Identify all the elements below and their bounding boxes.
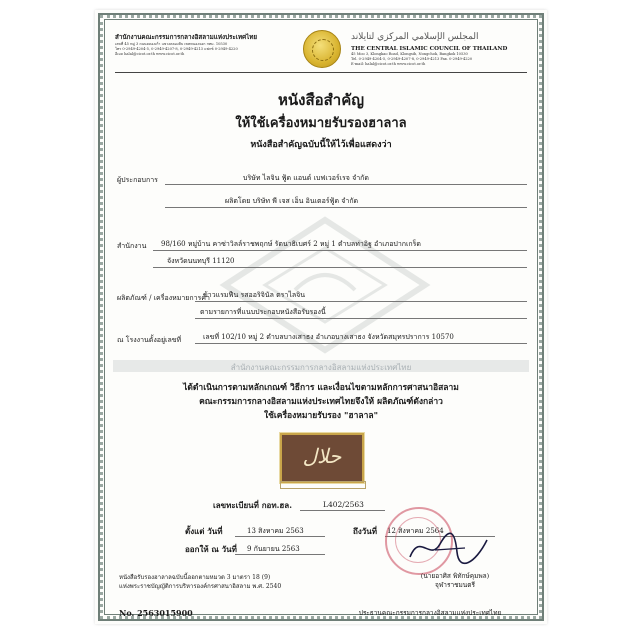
legal-note: [119, 573, 281, 591]
factory-value: เลขที่ 102/10 หมู่ 2 ตำบลบางเสาธง อำเภอบางเสาธง จังหวัดสมุทรปราการ 10570: [203, 333, 454, 341]
org-name-arabic: المجلس الإسلامي المركزي لتايلاند: [351, 32, 479, 42]
to-date-label: ถึงวันที่: [353, 526, 377, 536]
from-date-underline: [235, 536, 325, 537]
producer-value: ผลิตโดย บริษัท พี เจส เอ็น อินเตอร์ฟู้ด จำกัด: [225, 197, 359, 205]
registration-underline: [300, 510, 385, 511]
header-english-block: [351, 32, 531, 67]
legal-note-line-1: หนังสือรับรองฮาลาลฉบับนี้ออกตามหมวด 3 มาตรา 18 (9): [119, 574, 271, 581]
org-name-english: THE CENTRAL ISLAMIC COUNCIL OF THAILAND: [351, 46, 508, 52]
product-value: ข้าวแรมฟืน รสออริจินัล ตราไลจิน: [203, 291, 306, 299]
product-underline: [195, 301, 527, 302]
signer-block: [395, 572, 515, 590]
signer-name: (นายอาศิส พิทักษ์คุมพล): [420, 572, 490, 580]
factory-underline: [195, 343, 527, 344]
legal-note-line-2: แห่งพระราชบัญญัติการบริหารองค์กรศาสนาอิสลาม พ.ศ. 2540: [119, 583, 282, 590]
factory-label: ณ โรงงานตั้งอยู่เลขที่: [117, 336, 182, 344]
certificate-paper: [95, 10, 547, 624]
address-english-1: 45 Moo 3, Klongkao Road, Klongsib, Nongchok, Bangkok 10530: [351, 52, 468, 56]
registration-value: L402/2563: [323, 500, 364, 509]
certificate-title: หนังสือสำคัญ: [277, 91, 365, 109]
halal-logo-bar: [280, 481, 366, 489]
address-english-3: E-mail: halal@cicot.or.th www.cicot.or.th: [351, 62, 426, 66]
signer-position: จุฬาราชมนตรี: [435, 581, 475, 589]
certificate-subtitle: ให้ใช้เครื่องหมายรับรองฮาลาล: [235, 116, 407, 131]
signature-icon: [395, 522, 515, 572]
operator-underline: [165, 184, 527, 185]
to-date-value: 12 สิงหาคม 2564: [387, 527, 444, 535]
product-note: ตามรายการที่แนบประกอบหนังสือรับรองนี้: [200, 308, 326, 316]
council-seal-icon: [303, 30, 341, 68]
office-value-1: 98/160 หมู่บ้าน คาซ่าวิลล์ราชพฤกษ์ รัตนาธิเบศร์ 2 หมู่ 1 ตำบลท่าอิฐ อำเภอปากเกร็ด: [161, 240, 421, 248]
statement-line-3: ใช้เครื่องหมายรับรอง "ฮาลาล": [263, 411, 379, 421]
issued-date-value: 9 กันยายน 2563: [247, 545, 300, 553]
from-date-label: ตั้งแต่ วันที่: [185, 526, 223, 536]
operator-label: ผู้ประกอบการ: [117, 176, 158, 184]
address-thai-3: อีเมล halal@cicot.or.th www.cicot.or.th: [115, 52, 185, 56]
statement-line-1: ได้ดำเนินการตามหลักเกณฑ์ วิธีการ และเงื่อนไขตามหลักการศาสนาอิสลาม: [183, 383, 459, 393]
issued-date-underline: [235, 554, 325, 555]
office-underline-2: [153, 267, 527, 268]
address-english-2: Tel. 0-2949-4204-5, 0-2949-4207-8, 0-2949-4213 Fax. 0-2949-4220: [351, 57, 473, 61]
certificate-intro: หนังสือสำคัญฉบับนี้ให้ไว้เพื่อแสดงว่า: [250, 140, 392, 150]
halal-logo-text: حلال: [302, 444, 342, 468]
header-divider: [115, 72, 527, 73]
header-thai-block: [115, 32, 315, 57]
address-thai-1: เลขที่ 45 หมู่ 3 ถนนคลองเก้า แขวงคลองสิบ เขตหนองจอก กทม. 10530: [115, 42, 228, 46]
signer-title: ประธานคณะกรรมการกลางอิสลามแห่งประเทศไทย: [358, 609, 502, 617]
office-underline-1: [153, 250, 527, 251]
issued-date-label: ออกให้ ณ วันที่: [185, 544, 237, 554]
operator-value: บริษัท ไลจิน ฟู้ด แอนด์ เบฟเวอร์เรจ จำกัด: [243, 174, 369, 182]
office-label: สำนักงาน: [117, 242, 147, 250]
statement-line-2: คณะกรรมการกลางอิสลามแห่งประเทศไทยจึงให้ ผลิตภัณฑ์ดังกล่าว: [199, 397, 443, 407]
from-date-value: 13 สิงหาคม 2563: [247, 527, 304, 535]
org-name-thai: สำนักงานคณะกรรมการกลางอิสลามแห่งประเทศไทย: [115, 34, 258, 41]
address-thai-2: โทร 0-2949-4204-5, 0-2949-4207-8, 0-2949-4213 แฟกซ์ 0-2949-4220: [115, 47, 238, 51]
halal-logo: [280, 433, 364, 483]
product-note-underline: [195, 318, 527, 319]
faded-stamp-text: สำนักงานคณะกรรมการกลางอิสลามแห่งประเทศไทย: [230, 363, 412, 372]
office-value-2: จังหวัดนนทบุรี 11120: [167, 257, 235, 265]
registration-label: เลขทะเบียนที่ กอท.ฮล.: [213, 500, 292, 510]
certificate-number: No. 2563015900: [119, 608, 193, 618]
product-label: ผลิตภัณฑ์ / เครื่องหมายการค้า: [117, 294, 210, 302]
producer-underline: [165, 207, 527, 208]
